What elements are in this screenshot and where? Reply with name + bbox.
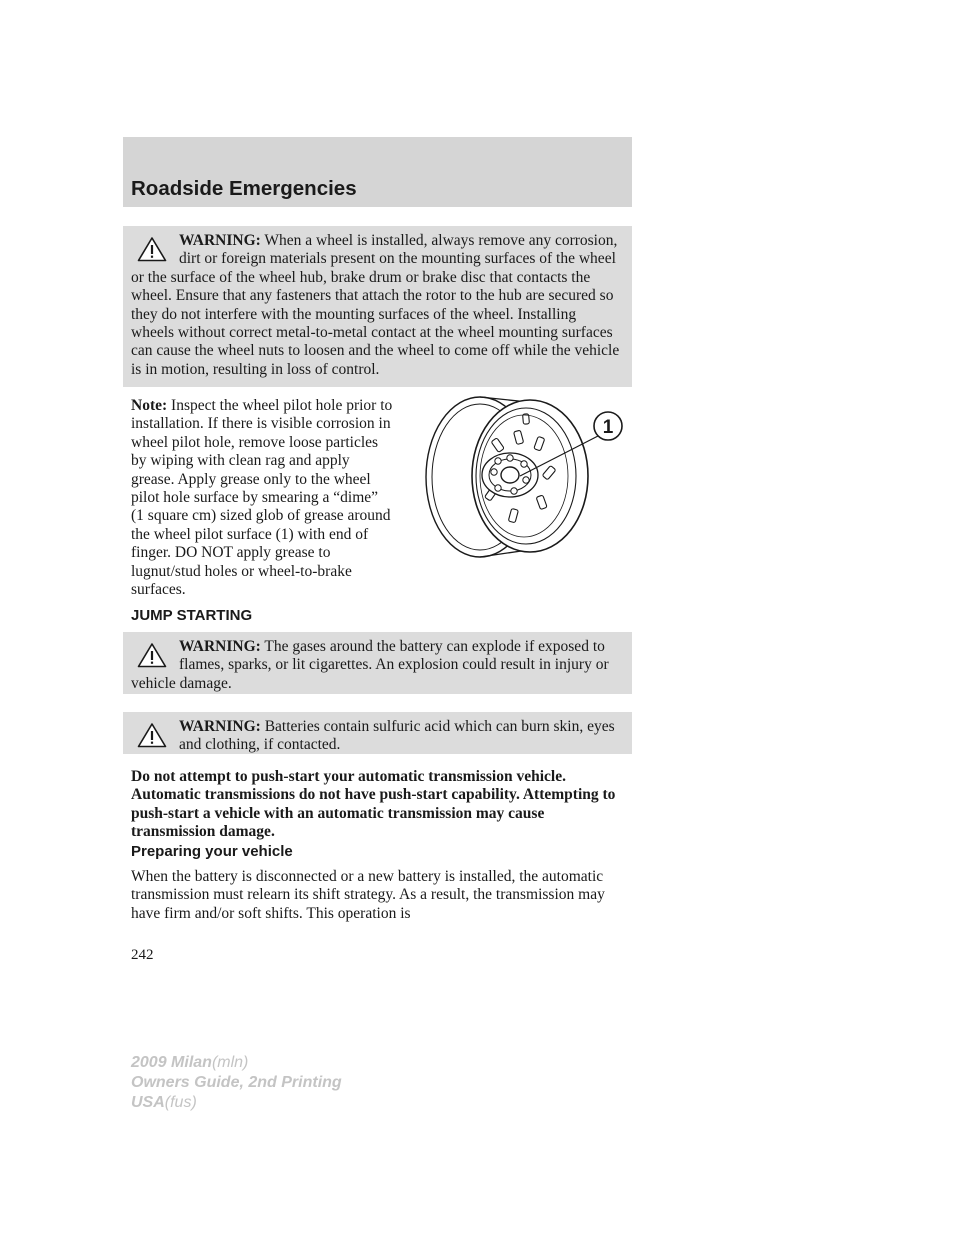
warning-lead: WARNING: (179, 232, 261, 249)
footer-model-code: (mln) (211, 1054, 249, 1071)
warning-triangle-icon (137, 642, 167, 668)
warning-text: The gases around the battery can explode if exposed to flames, sparks, or lit cigarettes. An explosion could result in injury or vehicle damage. (131, 638, 609, 692)
warning-lead: WARNING: (179, 718, 261, 735)
warning-triangle-icon (137, 236, 167, 262)
warning-box-battery-acid (123, 712, 632, 754)
section-header (123, 137, 632, 207)
footer-model: 2009 Milan (131, 1054, 212, 1071)
push-start-warning-paragraph: Do not attempt to push-start your automatic transmission vehicle. Automatic transmissions do not have push-start capability. Attempting to push-start a vehicle with an automatic transmission may cause transmission damage. (131, 768, 616, 841)
preparing-vehicle-heading: Preparing your vehicle (131, 843, 293, 860)
footer-line-market (131, 1093, 342, 1113)
warning-triangle-icon (137, 722, 167, 748)
wheel-illustration (418, 392, 628, 562)
document-footer (131, 1053, 342, 1113)
callout-label-1: 1 (602, 417, 614, 438)
footer-line-model (131, 1053, 342, 1073)
preparing-vehicle-paragraph: When the battery is disconnected or a new battery is installed, the automatic transmission must relearn its shift strategy. As a result, the transmission may have firm and/or soft shifts. This operation is (131, 868, 605, 922)
warning-box-wheel-install (123, 226, 632, 387)
warning-lead: WARNING: (179, 638, 261, 655)
footer-market-code: (fus) (164, 1094, 197, 1111)
warning-text: When a wheel is installed, always remove any corrosion, dirt or foreign materials present on the mounting surfaces of the wheel or the surface of the wheel hub, brake drum or brake disc that contacts the wheel. Ensure that any fasteners that attach the rotor to the hub are secured so they do not interfere with the mounting surfaces of the wheel. Installing wheels without correct metal-to-metal contact at the wheel mounting surfaces can cause the wheel nuts to loosen and the wheel to come off while the vehicle is in motion, resulting in loss of control. (131, 232, 620, 378)
warning-box-battery-gases (123, 632, 632, 694)
page-number: 242 (131, 947, 154, 963)
note-text: Inspect the wheel pilot hole prior to installation. If there is visible corrosion in wheel pilot hole, remove loose particles by wiping with clean rag and apply grease. Apply grease only to the wheel pilot hole surface by smearing a “dime” (1 square cm) sized glob of grease around the wheel pilot surface (1) with end of finger. DO NOT apply grease to lugnut/stud holes or wheel-to-brake surfaces. (131, 397, 393, 599)
note-lead: Note: (131, 397, 168, 414)
footer-line-guide: Owners Guide, 2nd Printing (131, 1074, 342, 1091)
jump-starting-heading: JUMP STARTING (131, 607, 253, 624)
warning-text: Batteries contain sulfuric acid which can burn skin, eyes and clothing, if contacted. (179, 718, 615, 754)
note-paragraph (131, 397, 393, 599)
section-title: Roadside Emergencies (131, 177, 357, 200)
footer-market: USA (131, 1094, 165, 1111)
